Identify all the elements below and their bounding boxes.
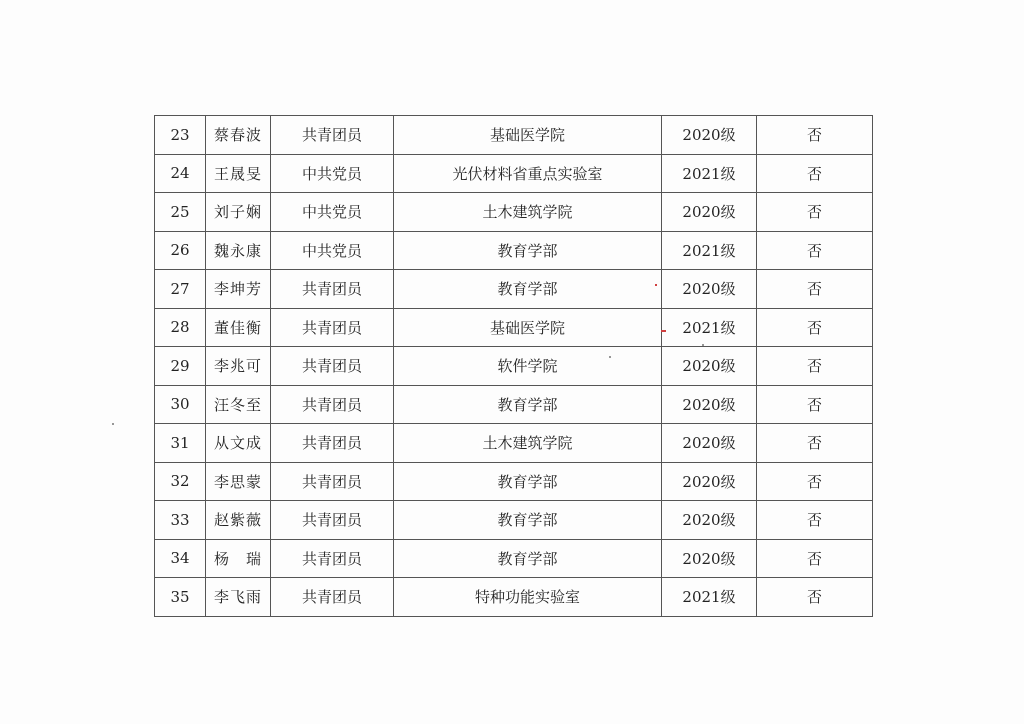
flag: 否 [757,424,873,463]
unit-name: 特种功能实验室 [394,578,662,617]
row-number: 23 [155,116,206,155]
grade: 2020级 [662,347,757,386]
political-status: 共青团员 [271,385,394,424]
flag: 否 [757,385,873,424]
political-status: 共青团员 [271,270,394,309]
scan-speck [112,423,114,425]
row-number: 28 [155,308,206,347]
flag: 否 [757,231,873,270]
table-row [155,308,873,347]
grade: 2020级 [662,193,757,232]
grade: 2021级 [662,308,757,347]
grade: 2020级 [662,462,757,501]
student-name: 李兆可 [206,347,271,386]
table-row [155,116,873,155]
row-number: 32 [155,462,206,501]
student-name: 李坤芳 [206,270,271,309]
table-row [155,462,873,501]
table-row [155,424,873,463]
student-name: 从文成 [206,424,271,463]
student-name: 董佳衡 [206,308,271,347]
flag: 否 [757,501,873,540]
unit-name: 教育学部 [394,385,662,424]
unit-name: 教育学部 [394,501,662,540]
grade: 2020级 [662,501,757,540]
political-status: 共青团员 [271,462,394,501]
political-status: 共青团员 [271,578,394,617]
row-number: 25 [155,193,206,232]
student-name: 魏永康 [206,231,271,270]
student-roster-table [154,115,873,617]
flag: 否 [757,539,873,578]
grade: 2020级 [662,385,757,424]
table-row [155,154,873,193]
table-row [155,193,873,232]
political-status: 共青团员 [271,116,394,155]
row-number: 35 [155,578,206,617]
flag: 否 [757,193,873,232]
political-status: 中共党员 [271,154,394,193]
row-number: 33 [155,501,206,540]
student-name: 汪冬至 [206,385,271,424]
political-status: 共青团员 [271,501,394,540]
student-name: 刘子娴 [206,193,271,232]
political-status: 共青团员 [271,308,394,347]
flag: 否 [757,154,873,193]
flag: 否 [757,116,873,155]
unit-name: 光伏材料省重点实验室 [394,154,662,193]
table-row [155,270,873,309]
table-row [155,347,873,386]
flag: 否 [757,270,873,309]
flag: 否 [757,462,873,501]
table-row [155,501,873,540]
row-number: 29 [155,347,206,386]
unit-name: 软件学院 [394,347,662,386]
political-status: 共青团员 [271,347,394,386]
political-status: 中共党员 [271,193,394,232]
student-name: 赵紫薇 [206,501,271,540]
table-row [155,385,873,424]
grade: 2020级 [662,116,757,155]
unit-name: 基础医学院 [394,116,662,155]
unit-name: 教育学部 [394,270,662,309]
row-number: 24 [155,154,206,193]
row-number: 31 [155,424,206,463]
scan-speck [609,356,611,358]
political-status: 共青团员 [271,424,394,463]
flag: 否 [757,347,873,386]
row-number: 26 [155,231,206,270]
row-number: 27 [155,270,206,309]
political-status: 共青团员 [271,539,394,578]
grade: 2020级 [662,270,757,309]
grade: 2020级 [662,539,757,578]
student-name: 李思蒙 [206,462,271,501]
pen-mark [655,284,657,286]
flag: 否 [757,578,873,617]
unit-name: 教育学部 [394,462,662,501]
student-name: 王晟旻 [206,154,271,193]
student-name: 蔡春波 [206,116,271,155]
row-number: 34 [155,539,206,578]
unit-name: 土木建筑学院 [394,424,662,463]
pen-mark [661,330,666,332]
grade: 2021级 [662,578,757,617]
student-name: 李飞雨 [206,578,271,617]
row-number: 30 [155,385,206,424]
unit-name: 土木建筑学院 [394,193,662,232]
grade: 2021级 [662,231,757,270]
grade: 2020级 [662,424,757,463]
table-row [155,578,873,617]
unit-name: 基础医学院 [394,308,662,347]
flag: 否 [757,308,873,347]
unit-name: 教育学部 [394,231,662,270]
unit-name: 教育学部 [394,539,662,578]
table-row [155,539,873,578]
roster-body [155,116,873,617]
student-name: 杨 瑞 [206,539,271,578]
table-row [155,231,873,270]
political-status: 中共党员 [271,231,394,270]
scan-speck [702,344,704,346]
grade: 2021级 [662,154,757,193]
